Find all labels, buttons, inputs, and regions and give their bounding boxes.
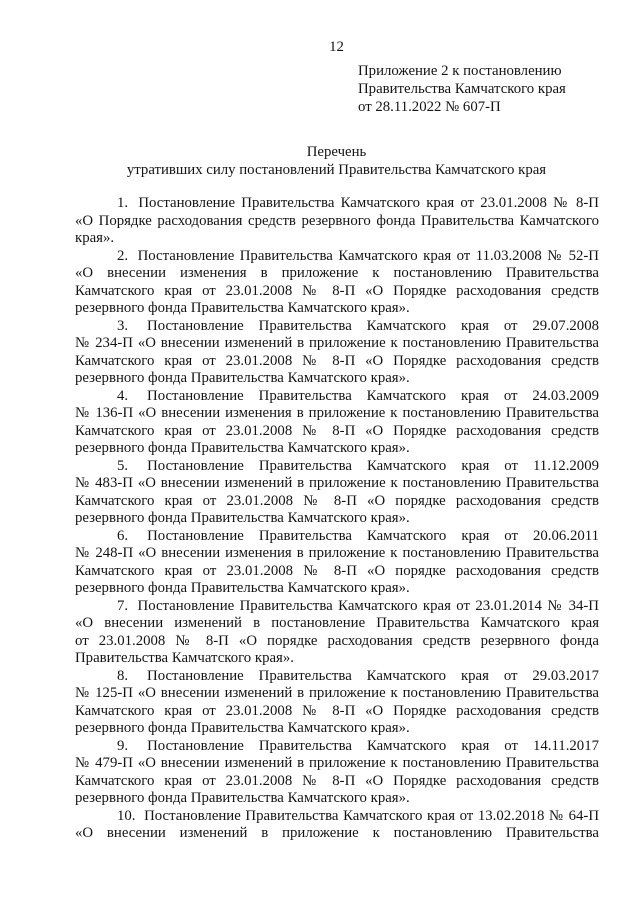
list-item-line [75, 528, 599, 546]
list-item-line: Камчатского края от 23.01.2008 № 8-П «О Порядке расходования средств [75, 352, 599, 369]
appendix-reference [358, 62, 566, 116]
list-item-line [75, 388, 599, 406]
list-item-text: Постановление Правительства Камчатского края от 29.07.2008 [147, 317, 599, 334]
repealed-resolutions-list [75, 195, 599, 843]
list-item-line: «О Порядке расходования средств резервного фонда Правительства Камчатского [75, 212, 599, 229]
list-item-line [75, 318, 599, 336]
list-title [75, 143, 598, 179]
list-item-line: резервного фонда Правительства Камчатского края». [75, 580, 410, 596]
list-item-line: Камчатского края от 23.01.2008 № 8-П «О порядке расходования средств [75, 492, 599, 509]
list-item-line: края». [75, 230, 115, 246]
list-item-line: резервного фонда Правительства Камчатского края». [75, 790, 410, 806]
list-item-line: № 483-П «О внесении изменений в приложение к постановлению Правительства [75, 475, 599, 491]
list-item-text: Постановление Правительства Камчатского края от 23.01.2008 № 8-П [138, 195, 599, 211]
list-item-number: 3. [117, 317, 129, 334]
list-item-text: Постановление Правительства Камчатского края от 20.06.2011 [147, 527, 599, 544]
list-item-line: «О внесении изменений в приложение к постановлению Правительства [75, 825, 599, 841]
list-item-line: Камчатского края от 23.01.2008 № 8-П «О Порядке расходования средств [75, 282, 599, 299]
list-item-line: Камчатского края от 23.01.2008 № 8-П «О Порядке расходования средств [75, 702, 599, 719]
list-item [75, 598, 599, 668]
list-item-line: № 248-П «О внесении изменения в приложение к постановлению Правительства [75, 545, 599, 561]
list-item-line: Камчатского края от 23.01.2008 № 8-П «О Порядке расходования средств [75, 422, 599, 439]
page-number: 12 [329, 39, 344, 55]
list-item [75, 528, 599, 598]
list-item-number: 1. [117, 195, 129, 211]
list-item-number: 10. [117, 807, 136, 824]
appendix-line: Правительства Камчатского края [358, 81, 566, 97]
list-item-line: № 234-П «О внесении изменений в приложение к постановлению Правительства [75, 335, 599, 351]
list-item-line: от 23.01.2008 № 8-П «О порядке расходования средств резервного фонда [75, 632, 599, 649]
list-item [75, 808, 599, 843]
list-item-line: Камчатского края от 23.01.2008 № 8-П «О порядке расходования средств [75, 562, 599, 579]
list-item-text: Постановление Правительства Камчатского края от 14.11.2017 [147, 737, 599, 754]
list-item-line: резервного фонда Правительства Камчатского края». [75, 300, 410, 316]
list-item [75, 248, 599, 318]
list-item-line [75, 458, 599, 476]
list-item-line [75, 248, 599, 266]
list-item-number: 7. [117, 597, 129, 614]
list-item-number: 9. [117, 737, 129, 754]
list-item-text: Постановление Правительства Камчатского края от 24.03.2009 [147, 387, 599, 404]
list-item-number: 4. [117, 387, 129, 404]
title-line: утративших силу постановлений Правительства Камчатского края [126, 162, 547, 178]
list-item-line [75, 808, 599, 826]
list-item-number: 6. [117, 527, 129, 544]
list-item-line: резервного фонда Правительства Камчатского края». [75, 720, 410, 736]
title-line: Перечень [306, 144, 367, 160]
list-item-text: Постановление Правительства Камчатского края от 11.03.2008 № 52-П [137, 247, 599, 264]
list-item-text: Постановление Правительства Камчатского края от 13.02.2018 № 64-П [144, 807, 599, 824]
appendix-line: Приложение 2 к постановлению [358, 63, 562, 79]
list-item-line: № 479-П «О внесении изменений в приложение к постановлению Правительства [75, 755, 599, 771]
list-item-line [75, 668, 599, 686]
list-item-line: «О внесении изменения в приложение к постановлению Правительства [75, 265, 599, 281]
list-item [75, 738, 599, 808]
list-item-number: 5. [117, 457, 129, 474]
list-item-line: № 125-П «О внесении изменений в приложение к постановлению Правительства [75, 685, 599, 701]
list-item-number: 8. [117, 667, 129, 684]
list-item-line: резервного фонда Правительства Камчатского края». [75, 370, 410, 386]
list-item [75, 458, 599, 528]
list-item-line: резервного фонда Правительства Камчатского края». [75, 510, 410, 526]
list-item-line: «О внесении изменений в постановление Правительства Камчатского края [75, 615, 599, 631]
list-item-line [75, 195, 599, 213]
list-item-text: Постановление Правительства Камчатского края от 11.12.2009 [147, 457, 599, 474]
list-item [75, 195, 599, 248]
list-item-line [75, 598, 599, 616]
list-item-text: Постановление Правительства Камчатского края от 29.03.2017 [147, 667, 599, 684]
list-item [75, 668, 599, 738]
list-item-line [75, 738, 599, 756]
list-item-line: Камчатского края от 23.01.2008 № 8-П «О Порядке расходования средств [75, 772, 599, 789]
appendix-line: от 28.11.2022 № 607-П [358, 99, 501, 115]
list-item-text: Постановление Правительства Камчатского края от 23.01.2014 № 34-П [137, 597, 599, 614]
list-item [75, 318, 599, 388]
list-item-line: № 136-П «О внесении изменения в приложение к постановлению Правительства [75, 405, 599, 421]
list-item-line: резервного фонда Правительства Камчатского края». [75, 440, 410, 456]
list-item [75, 388, 599, 458]
list-item-line: Правительства Камчатского края». [75, 650, 294, 666]
list-item-number: 2. [117, 247, 129, 264]
